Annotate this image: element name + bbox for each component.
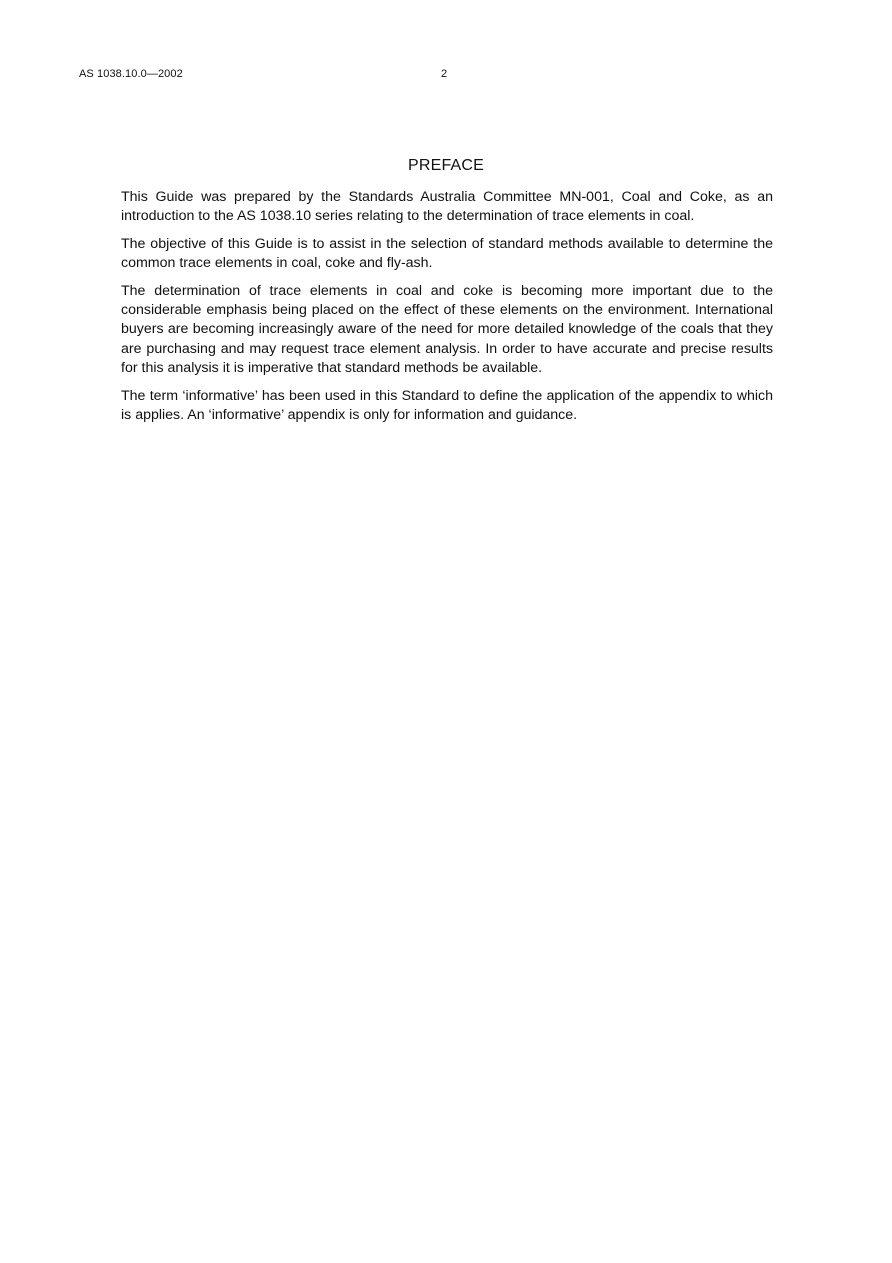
running-head: AS 1038.10.0—2002 [79,68,183,80]
paragraph: This Guide was prepared by the Standards Australia Committee MN-001, Coal and Coke, as an introduction to the AS 1038.10 series relating to the determination of trace elements in coal. [121,189,773,225]
paragraph: The objective of this Guide is to assist in the selection of standard methods available to determine the common trace elements in coal, coke and fly-ash. [121,235,773,272]
paragraph: The determination of trace elements in coal and coke is becoming more important due to the considerable emphasis being placed on the effect of these elements on the environment. International buyers are becoming increasingly aware of the need for more detailed knowledge of the coals that they are purchasing and may request trace element analysis. In order to have accurate and precise results for this analysis it is imperative that standard methods be available. [121,282,773,377]
preface-body [121,188,773,433]
preface-title: PREFACE [407,157,485,174]
paragraph: The term ‘informative’ has been used in this Standard to define the application of the appendix to which is applies. An ‘informative’ appendix is only for information and guidance. [121,387,773,424]
page-number: 2 [441,68,448,80]
